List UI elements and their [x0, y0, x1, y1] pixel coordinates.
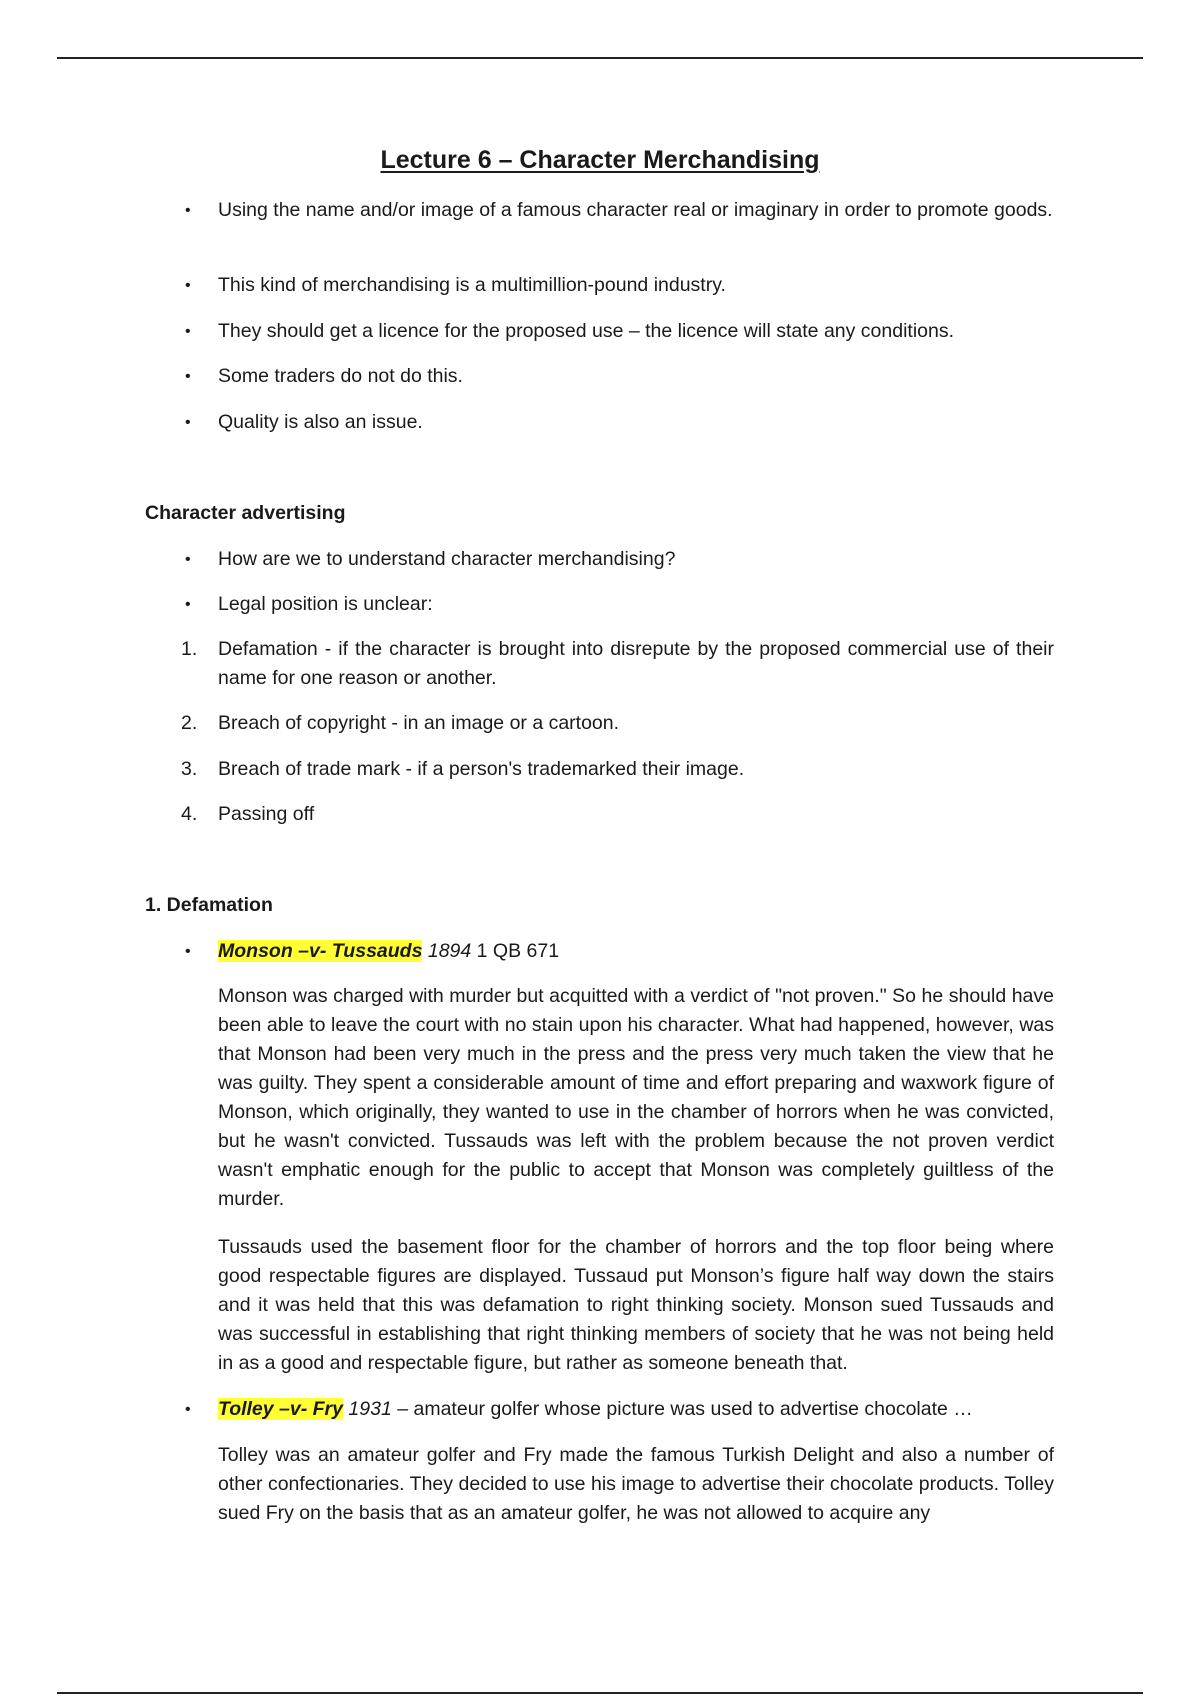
- case-name: Monson –v- Tussauds: [218, 940, 423, 962]
- section-heading-character-advertising: Character advertising: [145, 502, 346, 524]
- top-rule: [57, 57, 1143, 59]
- numbered-item: 1. Defamation - if the character is brought into disrepute by the proposed commercial use of their name for one reason or another.: [218, 635, 1054, 693]
- bullet-icon: •: [185, 202, 191, 219]
- case-paragraph: Monson was charged with murder but acquitted with a verdict of "not proven." So he should have been able to leave the court with no stain upon his character. What had happened, however, was that Monson had been very much in the press and the press very much taken the view that he was guilty. They spent a considerable amount of time and effort preparing and waxwork figure of Monson, which originally, they wanted to use in the chamber of horrors when he was convicted, but he wasn't convicted. Tussauds was left with the problem because the not proven verdict wasn't emphatic enough for the public to accept that Monson was completely guiltless of the murder.: [218, 985, 1054, 1210]
- section-heading-defamation: 1. Defamation: [145, 894, 273, 916]
- numbered-item: 2. Breach of copyright - in an image or a cartoon.: [218, 709, 1054, 738]
- case-summary: – amateur golfer whose picture was used to advertise chocolate …: [391, 1398, 973, 1420]
- list-item: • How are we to understand character merchandising?: [218, 545, 1054, 574]
- item-number: 3.: [181, 758, 198, 780]
- page-title: Lecture 6 – Character Merchandising: [380, 146, 820, 174]
- list-item: • Some traders do not do this.: [218, 362, 1054, 391]
- bottom-rule: [57, 1692, 1143, 1694]
- list-item: • Using the name and/or image of a famous character real or imaginary in order to promote goods.: [218, 196, 1054, 225]
- bullet-icon: •: [185, 368, 191, 385]
- list-item: • Legal position is unclear:: [218, 590, 1054, 619]
- case-year: 1894: [427, 940, 472, 962]
- list-item: • Quality is also an issue.: [218, 408, 1054, 437]
- case-name: Tolley –v- Fry: [218, 1398, 343, 1420]
- numbered-item: 4. Passing off: [218, 800, 1054, 829]
- case-item-tolley: [185, 1395, 1054, 1424]
- bullet-icon: •: [185, 596, 191, 613]
- bullet-icon: •: [185, 277, 191, 294]
- list-item: • They should get a licence for the proposed use – the licence will state any conditions.: [218, 317, 1054, 346]
- numbered-item: 3. Breach of trade mark - if a person's trademarked their image.: [218, 755, 1054, 784]
- bullet-icon: •: [185, 414, 191, 431]
- bullet-icon: •: [185, 551, 191, 568]
- case-paragraph: Tussauds used the basement floor for the chamber of horrors and the top floor being where good respectable figures are displayed. Tussaud put Monson’s figure half way down the stairs and it was held that this was defamation to right thinking society. Monson sued Tussauds and was successful in establishing that right thinking members of society that he was not being held in as a good and respectable figure, but rather as someone beneath that.: [218, 1236, 1054, 1374]
- case-year: 1931: [348, 1398, 392, 1420]
- item-number: 1.: [181, 638, 198, 660]
- case-item-monson: [185, 937, 1054, 966]
- case-paragraph: Tolley was an amateur golfer and Fry made the famous Turkish Delight and also a number of other confectionaries. They decided to use his image to advertise their chocolate products. Tolley sued Fry on the basis that as an amateur golfer, he was not allowed to acquire any: [218, 1444, 1054, 1524]
- bullet-icon: •: [185, 323, 191, 340]
- bullet-icon: •: [185, 1401, 191, 1418]
- item-number: 2.: [181, 712, 198, 734]
- case-citation: 1 QB 671: [471, 940, 560, 962]
- bullet-icon: •: [185, 943, 191, 960]
- item-number: 4.: [181, 803, 198, 825]
- list-item: • This kind of merchandising is a multimillion-pound industry.: [218, 271, 1054, 300]
